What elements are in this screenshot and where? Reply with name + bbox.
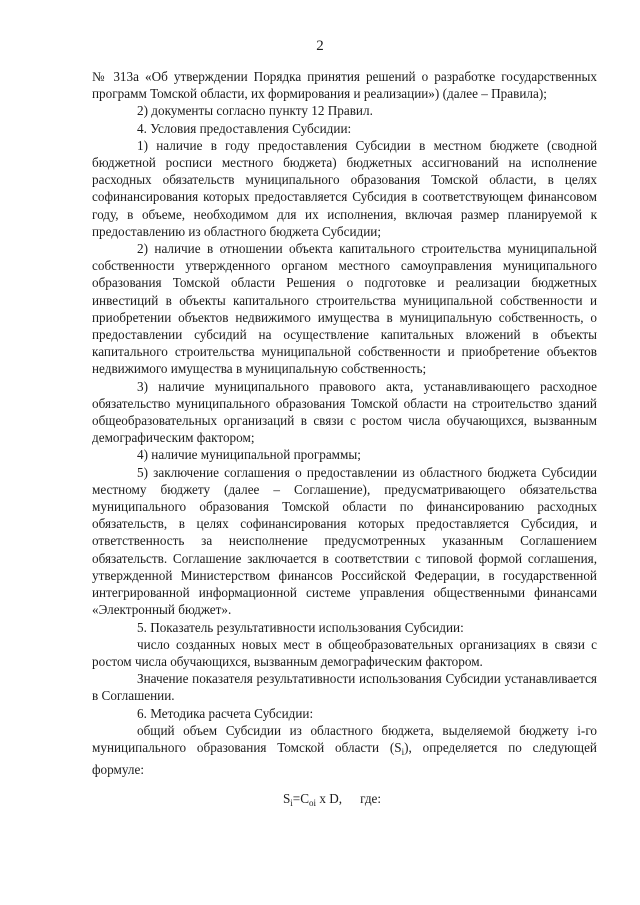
formula-equals: =C	[292, 791, 310, 806]
paragraph-continuation: № 313а «Об утверждении Порядка принятия решений о разработке государственных программ Томской области, их формирования и реализации») (далее – Правила);	[92, 69, 597, 102]
condition-4: 4) наличие муниципальной программы;	[137, 447, 361, 463]
indicator-value-note: Значение показателя результативности использования Субсидии устанавливается в Соглашении.	[92, 671, 597, 704]
section-5-heading: 5. Показатель результативности использования Субсидии:	[137, 619, 464, 635]
indicator-description: число созданных новых мест в общеобразовательных организациях в связи с ростом числа обучающихся, вызванным демографическим фактором.	[92, 636, 597, 669]
calculation-intro-start: общий объем Субсидии из областного бюджета, выделяемой бюджету i-го муниципального образования Томской области (S	[92, 722, 597, 755]
paragraph-item-2: 2) документы согласно пункту 12 Правил.	[137, 103, 373, 119]
calculation-intro-subscript: i	[401, 746, 405, 757]
formula-c-subscript: oi	[309, 798, 317, 808]
condition-1: 1) наличие в году предоставления Субсидии в местном бюджете (сводной бюджетной росписи местного бюджета) бюджетных ассигнований на исполнение расходных обязательств муниципального образования Томской области, в целях софинансирования которых предоставляется Субсидия в соответствующем финансовом году, в объеме, необходимом для их исполнения, включая размер планируемой к предоставлению из областного бюджета Субсидии;	[92, 137, 597, 239]
formula-tail: x D,	[316, 791, 343, 806]
formula-where: где:	[360, 791, 382, 806]
page-number: 2	[316, 38, 324, 54]
calculation-intro-end: ), определяется по следующей формуле:	[92, 739, 597, 778]
calculation-intro	[92, 722, 597, 779]
formula-lhs: S	[282, 791, 291, 806]
condition-5: 5) заключение соглашения о предоставлении из областного бюджета Субсидии местному бюджету (далее – Соглашение), предусматривающего обязательства муниципального образования Томской области по финансированию расходных обязательств, в целях софинансирования которых предоставляется Субсидия, и ответственность за неисполнение предусмотренных указанным Соглашением обязательств. Соглашение заключается в соответствии с типовой формой соглашения, утвержденной Министерством финансов Российской Федерации, в государственной интегрированной информационной системе управления общественными финансами «Электронный бюджет».	[92, 464, 597, 618]
document-body	[92, 68, 597, 778]
subsidy-formula	[0, 790, 640, 812]
section-4-heading: 4. Условия предоставления Субсидии:	[137, 120, 352, 136]
section-6-heading: 6. Методика расчета Субсидии:	[137, 705, 314, 721]
condition-2: 2) наличие в отношении объекта капитального строительства муниципальной собственности утвержденного органом местного самоуправления муниципального образования Томской области Решения о подготовке и реализации бюджетных инвестиций в объекты капитального строительства муниципальной собственности и приобретении объектов недвижимого имущества в муниципальную собственность, о предоставлении субсидий на осуществление капитальных вложений в объекты капитального строительства муниципальной собственности и приобретение объектов недвижимого имущества в муниципальную собственность;	[92, 241, 597, 377]
formula-lhs-subscript: i	[290, 798, 293, 808]
condition-3: 3) наличие муниципального правового акта, устанавливающего расходное обязательство муниципального образования Томской области на строительство зданий общеобразовательных организаций в связи с ростом числа обучающихся, вызванным демографическим фактором;	[92, 378, 597, 446]
